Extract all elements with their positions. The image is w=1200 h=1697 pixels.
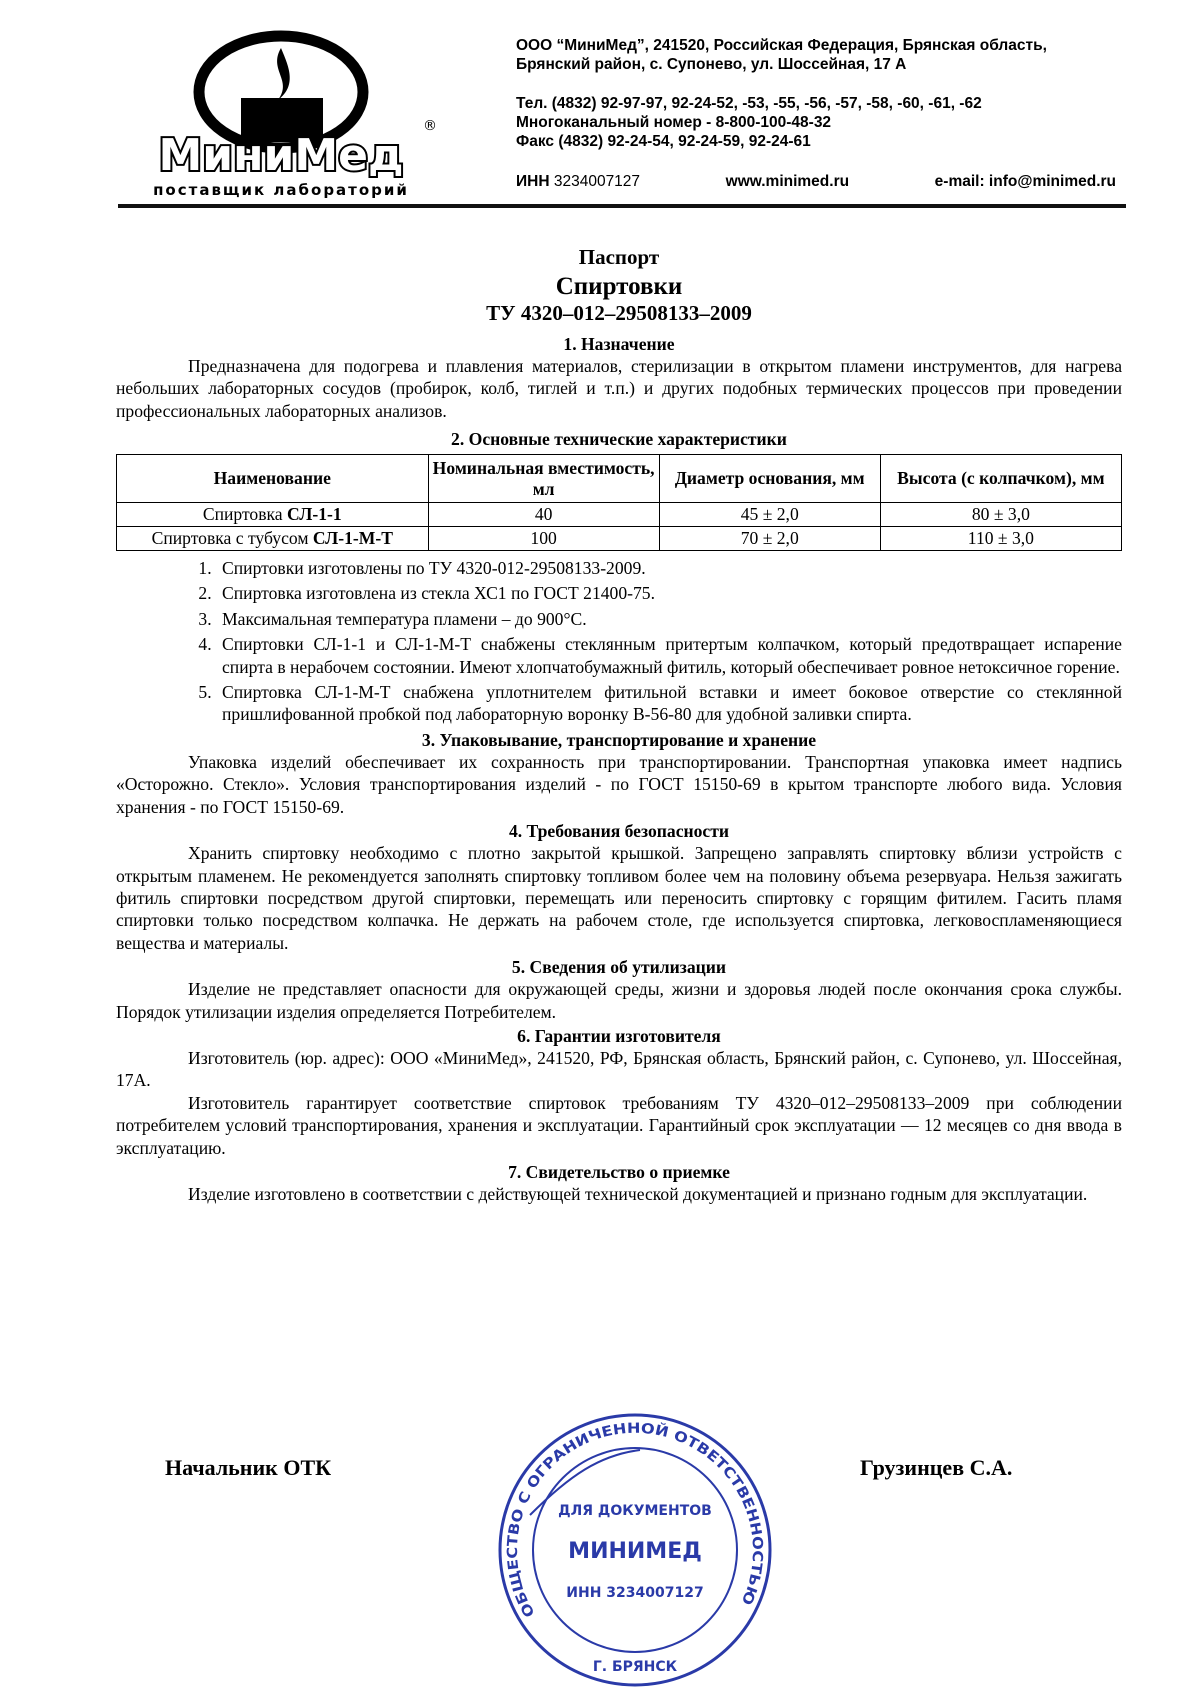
section-heading: 4. Требования безопасности xyxy=(508,821,730,842)
website-link[interactable]: www.minimed.ru xyxy=(725,173,850,190)
company-contacts xyxy=(516,94,982,151)
section-text: Изготовитель гарантирует соответствие спиртовок требованиям ТУ 4320–012–29508133–2009 при соблюдении потребителем условий транспортирования, хранения и эксплуатации. Гарантийный срок эксплуатации — 12 месяцев со дня ввода в эксплуатацию. xyxy=(116,1092,1122,1158)
cell-height: 80 ± 3,0 xyxy=(880,503,1121,527)
section-heading: 5. Сведения об утилизации xyxy=(511,957,727,978)
table-header-row xyxy=(117,455,1122,503)
spec-title: ТУ 4320–012–29508133–2009 xyxy=(486,301,752,326)
section-text: Изготовитель (юр. адрес): ООО «МиниМед», 241520, РФ, Брянская область, Брянский район, с. Супонево, ул. Шоссейная, 17А. xyxy=(116,1047,1122,1091)
email-link[interactable]: e-mail: info@minimed.ru xyxy=(934,173,1116,190)
header-divider xyxy=(118,204,1126,208)
list-item: 2. Спиртовка изготовлена из стекла ХС1 по ГОСТ 21400-75. xyxy=(216,582,1122,604)
multichannel-phone: Многоканальный номер - 8-800-100-48-32 xyxy=(516,114,832,131)
svg-text:поставщик лабораторий: поставщик лабораторий xyxy=(153,181,409,199)
cell-height: 110 ± 3,0 xyxy=(880,527,1121,551)
cell-diameter: 45 ± 2,0 xyxy=(659,503,880,527)
list-item: 3. Максимальная температура пламени – до 900°С. xyxy=(216,608,1122,630)
list-item: 1. Спиртовки изготовлены по ТУ 4320-012-29508133-2009. xyxy=(216,557,1122,579)
section-text: Упаковка изделий обеспечивает их сохранность при транспортировании. Транспортная упаковка имеет надпись «Осторожно. Стекло». Условия транспортирования изделий - по ГОСТ 15150-69 в крытом транспорте любого вида. Условия хранения - по ГОСТ 15150-69. xyxy=(116,751,1122,817)
signature-role: Начальник ОТК xyxy=(165,1455,332,1480)
document-body xyxy=(116,246,1122,1205)
address-line2: Брянский район, с. Супонево, ул. Шоссейная, 17 А xyxy=(516,56,907,73)
section-heading: 6. Гарантии изготовителя xyxy=(517,1025,721,1046)
company-stamp xyxy=(490,1405,780,1695)
section-text: Хранить спиртовку необходимо с плотно закрытой крышкой. Запрещено заправлять спиртовку вблизи устройств с открытым пламенем. Не рекомендуется заполнять спиртовку топливом более чем на половину объема резервуара. Нельзя зажигать фитиль спиртовки посредством другой спиртовки, перемещать или переносить спиртовку с горящим фитилем. Гасить пламя спиртовки только посредством колпачка. Не держать на рабочем столе, где используется спиртовка, легковоспламеняющиеся вещества и материалы. xyxy=(116,843,1122,953)
specs-table xyxy=(116,454,1122,551)
table-row xyxy=(117,503,1122,527)
cell-volume: 100 xyxy=(428,527,659,551)
section-heading: 2. Основные технические характеристики xyxy=(451,429,787,450)
stamp-ring-text: ОБЩЕСТВО С ОГРАНИЧЕННОЙ ОТВЕТСТВЕННОСТЬЮ xyxy=(504,1420,766,1620)
section-text: Изделие не представляет опасности для окружающей среды, жизни и здоровья людей после окончания срока службы. Порядок утилизации изделия определяется Потребителем. xyxy=(116,979,1122,1022)
stamp-inn-text: ИНН 3234007127 xyxy=(566,1585,704,1601)
column-header: Высота (с колпачком), мм xyxy=(880,455,1121,503)
column-header: Номинальная вместимость, мл xyxy=(428,455,659,503)
section-text: Предназначена для подогрева и плавления материалов, стерилизации в открытом пламени инструментов, для нагрева небольших лабораторных сосудов (пробирок, колб, тиглей и т.п.) и других подобных термических процессов при проведении профессиональных лабораторных анализов. xyxy=(116,355,1122,421)
fax: Факс (4832) 92-24-54, 92-24-59, 92-24-61 xyxy=(516,133,811,150)
stamp-city-text: Г. БРЯНСК xyxy=(592,1659,678,1675)
section-heading: 3. Упаковывание, транспортирование и хранение xyxy=(421,729,817,750)
table-row xyxy=(117,527,1122,551)
section-text: Изделие изготовлено в соответствии с действующей технической документацией и признано годным для эксплуатации. xyxy=(188,1183,1088,1204)
cell-name: Спиртовка с тубусом СЛ-1-М-Т xyxy=(117,527,429,551)
doc-title: Паспорт xyxy=(578,245,660,269)
column-header: Наименование xyxy=(117,455,429,503)
company-ids xyxy=(516,172,1116,191)
section-heading: 1. Назначение xyxy=(563,333,675,354)
list-item: 4. Спиртовки СЛ-1-1 и СЛ-1-М-Т снабжены стеклянным притертым колпачком, который предотвращает испарение спирта в нерабочем состоянии. Имеют хлопчатобумажный фитиль, который обеспечивает ровное нетоксичное горение. xyxy=(216,633,1122,678)
product-title: Спиртовки xyxy=(555,273,683,301)
company-address xyxy=(516,36,1047,74)
phone: Тел. (4832) 92-97-97, 92-24-52, -53, -55, -56, -57, -58, -60, -61, -62 xyxy=(516,95,982,112)
inn: ИНН 3234007127 xyxy=(516,173,641,190)
column-header: Диаметр основания, мм xyxy=(659,455,880,503)
cell-name: Спиртовка СЛ-1-1 xyxy=(117,503,429,527)
signature-name: Грузинцев С.А. xyxy=(860,1455,1013,1480)
stamp-inner-text: ДЛЯ ДОКУМЕНТОВ xyxy=(558,1503,712,1519)
cell-volume: 40 xyxy=(428,503,659,527)
svg-text:®: ® xyxy=(423,118,437,134)
section-heading: 7. Свидетельство о приемке xyxy=(508,1161,730,1182)
cell-diameter: 70 ± 2,0 xyxy=(659,527,880,551)
minimed-logo xyxy=(118,30,448,200)
svg-text:МиниМед: МиниМед xyxy=(158,130,404,181)
stamp-center-text: МИНИМЕД xyxy=(568,1539,702,1564)
list-item: 5. Спиртовка СЛ-1-М-Т снабжена уплотнителем фитильной вставки и имеет боковое отверстие со стеклянной пришлифованной пробкой под лабораторную воронку В-56-80 для удобной заливки спирта. xyxy=(216,681,1122,726)
notes-list xyxy=(116,557,1122,726)
address-line1: ООО “МиниМед”, 241520, Российская Федерация, Брянская область, xyxy=(516,37,1047,54)
